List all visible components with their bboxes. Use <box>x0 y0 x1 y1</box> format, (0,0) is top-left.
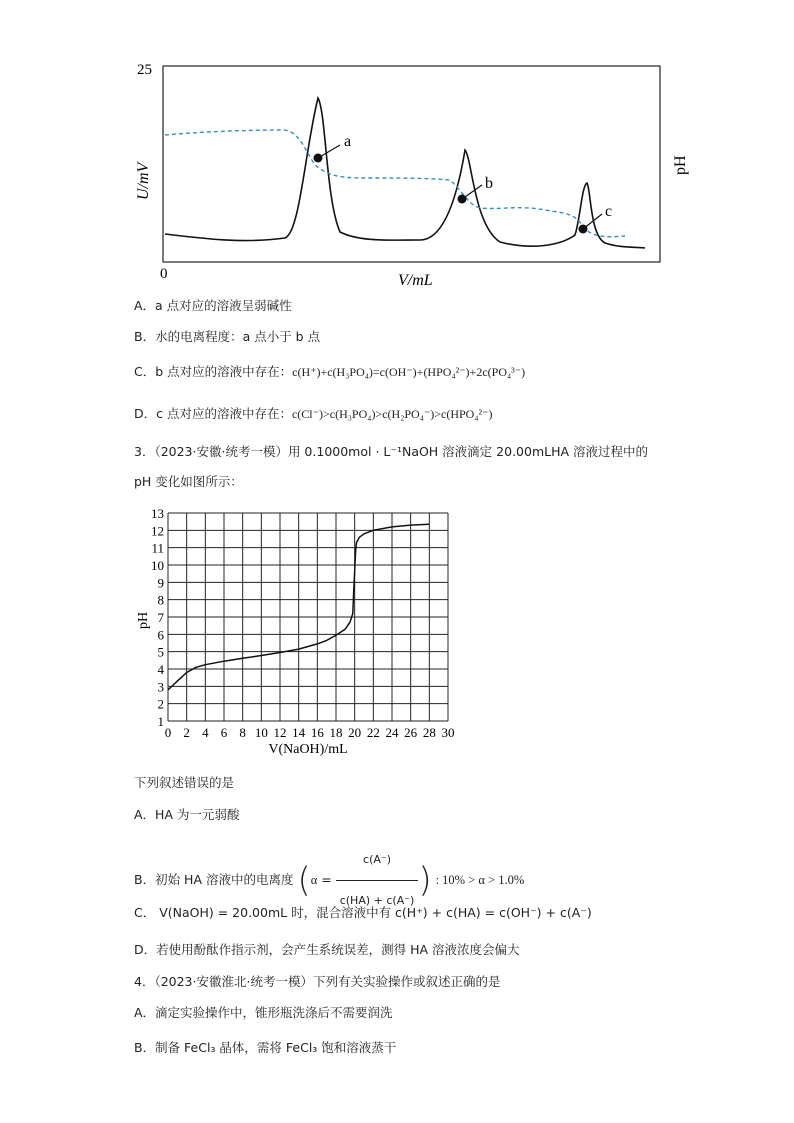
point-a-label: a <box>344 133 352 150</box>
q2-option-d-prefix: D．c 点对应的溶液中存在： <box>134 406 292 421</box>
x-tick-label: 22 <box>366 725 380 740</box>
point-b-leader <box>462 185 482 199</box>
potential-curve <box>165 98 645 248</box>
ph-titration-chart <box>0 500 794 760</box>
figure1-y-axis-label: U/mV <box>135 162 152 200</box>
y-tick-label: 11 <box>151 540 164 556</box>
titration-potential-figure <box>0 0 794 300</box>
y-tick-label: 5 <box>157 644 164 660</box>
x-tick-label: 18 <box>329 725 343 740</box>
q3-option-b: B．初始 HA 溶液中的电离度 (α = $\frac{c(A^-)}{c(HA) + c(A^-)}$ ) : 10% > α > 1.0% <box>134 840 524 921</box>
q3-option-a: A．HA 为一元弱酸 <box>134 807 240 822</box>
x-tick-label: 16 <box>310 725 324 740</box>
point-c-label: c <box>605 203 613 220</box>
q3-option-b-numerator: c(A⁻) <box>336 840 419 881</box>
figure1-y-top-label: 25 <box>137 62 152 78</box>
x-tick-label: 10 <box>254 725 268 740</box>
q2-option-c <box>134 363 525 381</box>
point-b-label: b <box>485 175 493 192</box>
x-axis-label: V(NaOH)/mL <box>268 742 348 757</box>
y-axis-label: pH <box>136 611 151 629</box>
y-tick-label: 13 <box>151 506 164 521</box>
q3-prompt: 下列叙述错误的是 <box>134 775 235 790</box>
y-tick-label: 12 <box>151 523 164 539</box>
x-tick-label: 28 <box>422 725 436 740</box>
x-tick-label: 12 <box>273 725 287 740</box>
q3-option-b-suffix: : 10% > α > 1.0% <box>435 873 525 887</box>
q3-option-b-bracket: ( <box>297 860 311 901</box>
q2-option-a: A．a 点对应的溶液呈弱碱性 <box>134 298 292 313</box>
q3-option-d: D．若使用酚酞作指示剂，会产生系统误差，测得 HA 溶液浓度会偏大 <box>134 942 520 957</box>
x-tick-label: 6 <box>220 725 228 740</box>
figure1-right-axis-label: pH <box>672 155 689 175</box>
point-a-leader <box>318 145 340 158</box>
y-tick-label: 6 <box>157 627 164 643</box>
ph-curve <box>165 130 625 237</box>
y-tick-label: 7 <box>157 610 164 625</box>
y-tick-label: 10 <box>151 558 164 573</box>
x-tick-label: 2 <box>183 725 190 740</box>
x-tick-label: 30 <box>441 725 455 740</box>
q2-option-c-formula: c(H⁺)+c(H₃PO₄)=c(OH⁻)+(HPO₄²⁻)+2c(PO₄³⁻) <box>292 365 526 379</box>
q4-stem: 4．（2023·安徽淮北·统考一模）下列有关实验操作或叙述正确的是 <box>134 974 501 989</box>
q2-option-b: B．水的电离程度：a 点小于 b 点 <box>134 329 321 344</box>
q4-option-b: B．制备 FeCl₃ 晶体，需将 FeCl₃ 饱和溶液蒸干 <box>134 1040 397 1055</box>
q3-stem-line2: pH 变化如图所示： <box>134 474 243 489</box>
y-tick-label: 9 <box>157 575 164 591</box>
q3-option-b-denominator: c(HA) + c(A⁻) <box>339 894 415 907</box>
q3-option-b-bracket-close: ) <box>418 860 432 901</box>
y-tick-label: 8 <box>157 592 164 608</box>
x-tick-label: 26 <box>404 725 418 740</box>
x-tick-label: 4 <box>202 725 209 740</box>
figure1-x-axis-label: V/mL <box>398 272 433 289</box>
q3-option-c: C． V(NaOH) = 20.00mL 时，混合溶液中有 c(H⁺) + c(HA) = c(OH⁻) + c(A⁻) <box>134 905 592 920</box>
y-tick-label: 3 <box>157 679 164 695</box>
q2-option-c-prefix: C．b 点对应的溶液中存在： <box>134 364 293 379</box>
x-tick-label: 14 <box>292 725 306 740</box>
q3-option-b-prefix: B．初始 HA 溶液中的电离度 <box>134 872 294 887</box>
q4-option-a: A．滴定实验操作中，锥形瓶洗涤后不需要润洗 <box>134 1005 393 1020</box>
figure1-origin-label: 0 <box>160 266 168 282</box>
y-tick-label: 1 <box>157 714 164 729</box>
x-tick-label: 20 <box>348 725 362 740</box>
q3-option-b-alpha: α <box>310 873 318 887</box>
y-tick-label: 4 <box>157 662 164 677</box>
q2-option-d-formula: c(Cl⁻)>c(H₃PO₄)>c(H₂PO₄⁻)>c(HPO₄²⁻) <box>291 407 493 421</box>
q2-option-d <box>134 405 492 423</box>
q3-stem-line1: 3．（2023·安徽·统考一模）用 0.1000mol · L⁻¹NaOH 溶液滴定 20.00mLHA 溶液过程中的 <box>134 444 649 459</box>
x-tick-label: 8 <box>239 725 246 740</box>
x-tick-label: 24 <box>385 725 399 740</box>
x-tick-label: 0 <box>164 725 172 740</box>
y-tick-label: 2 <box>157 696 164 712</box>
